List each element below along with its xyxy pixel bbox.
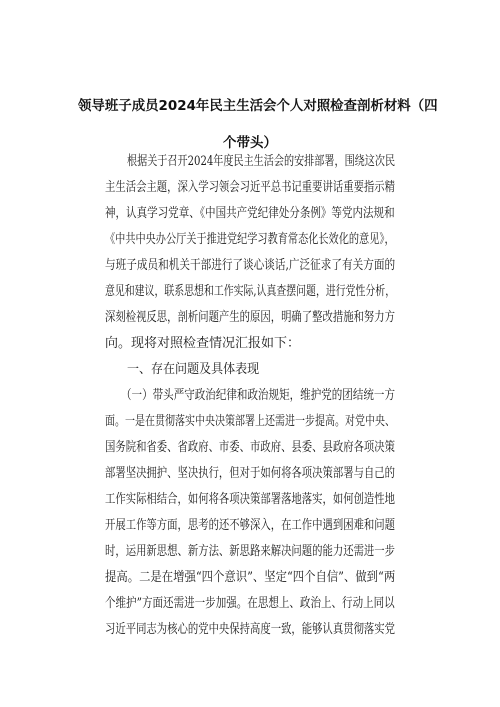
paragraph-line: 面。一是在贯彻落实中央决策部署上还需进一步提高。对党中央、 <box>105 414 396 429</box>
paragraph-line: 根据关于召开2024年度民主生活会的安排部署，围绕这次民 <box>127 154 396 169</box>
paragraph-line: 意见和建议，联系思想和工作实际,认真查摆问题，进行党性分析， <box>105 284 396 299</box>
paragraph-line: 开展工作等方面，思考的还不够深入，在工作中遇到困难和问题 <box>105 518 396 533</box>
paragraph-line: 主生活会主题，深入学习领会习近平总书记重要讲话重要指示精 <box>105 180 396 195</box>
paragraph-line: 《中共中央办公厅关于推进党纪学习教育常态化长效化的意见》， <box>105 232 395 247</box>
paragraph-line: 提高。二是在增强“四个意识”、坚定“四个自信”、做到“两 <box>105 570 396 585</box>
paragraph-line: 深刻检视反思，剖析问题产生的原因，明确了整改措施和努力方 <box>105 310 396 325</box>
paragraph-line: 时，运用新思想、新方法、新思路来解决问题的能力还需进一步 <box>105 544 396 559</box>
document-title-line-1: 领导班子成员2024年民主生活会个人对照检查剖析材料（四 <box>78 98 438 114</box>
paragraph-line: 部署坚决拥护、坚决执行，但对于如何将各项决策部署与自己的 <box>105 466 396 481</box>
paragraph-line: 神，认真学习党章、《中国共产党纪律处分条例》等党内法规和 <box>105 206 395 221</box>
subsection-heading-line: （一）带头严守政治纪律和政治规矩，维护党的团结统一方 <box>121 388 396 403</box>
paragraph-line: 与班子成员和机关干部进行了谈心谈话,广泛征求了有关方面的 <box>105 258 396 273</box>
paragraph-line: 习近平同志为核心的党中央保持高度一致，能够认真贯彻落实党 <box>105 622 396 637</box>
paragraph-line: 个维护”方面还需进一步加强。在思想上、政治上、行动上同以 <box>105 596 395 611</box>
paragraph-line: 国务院和省委、省政府、市委、市政府、县委、县政府各项决策 <box>105 440 396 455</box>
section-heading: 一、存在问题及具体表现 <box>127 362 260 377</box>
document-title-line-2: 个带头） <box>223 135 277 151</box>
paragraph-line: 向。现将对照检查情况汇报如下： <box>105 336 301 351</box>
paragraph-line: 工作实际相结合，如何将各项决策部署落地落实，如何创造性地 <box>105 492 396 507</box>
